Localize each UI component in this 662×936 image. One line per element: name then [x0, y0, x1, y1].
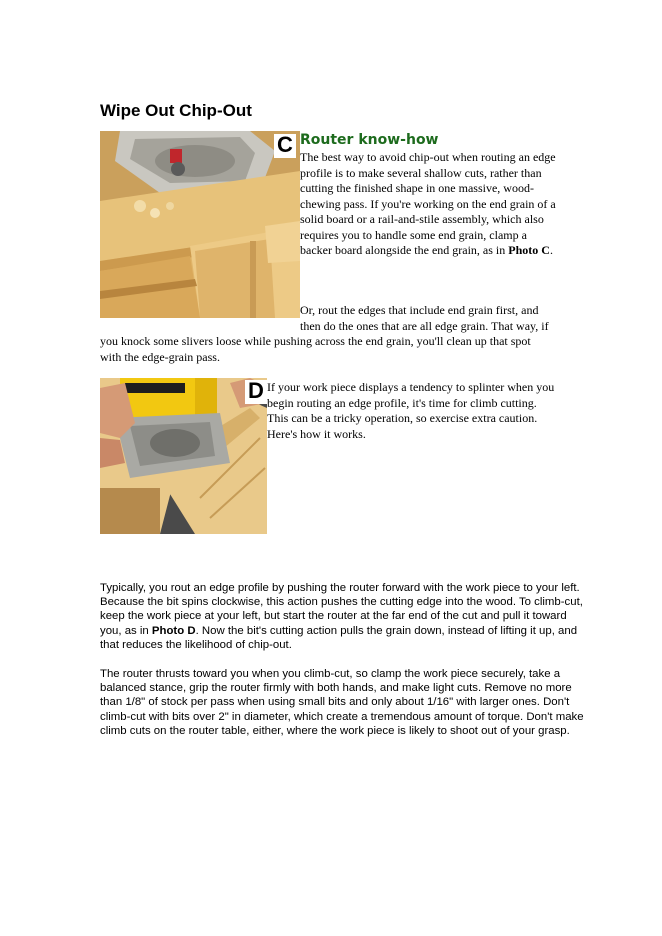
body-paragraph-1 [100, 581, 590, 652]
text-line: profile is to make several shallow cuts, rather than [300, 165, 542, 180]
text-span: . [549, 243, 553, 257]
text-line: cutting the finished shape in one massive, wood- [300, 181, 534, 195]
text-line: If your work piece displays a tendency to splinter when you [267, 380, 555, 394]
text-line: you knock some slivers loose while pushing across the end grain, you'll clean up that spot [100, 334, 531, 348]
text-line: Or, rout the edges that include end grain first, and [300, 303, 539, 317]
text-line: Here's how it works. [267, 426, 366, 441]
text-line: solid board or a rail-and-stile assembly, which also [300, 212, 544, 226]
photo-d [100, 378, 267, 534]
text-line: chewing pass. If you're working on the end grain of a [300, 196, 556, 211]
section-heading: Router know-how [300, 132, 439, 148]
text-span: . Now the bit's cutting action pulls the grain down, instead of lifting it up, and that reduces the likelihood of chip-out. [100, 624, 578, 651]
text-line: begin routing an edge profile, it's time for climb cutting. [267, 395, 537, 410]
router-bit-photo-icon [100, 131, 300, 318]
body-paragraph-2: The router thrusts toward you when you climb-cut, so clamp the work piece securely, take a balanced stance, grip the router firmly with both hands, and make light cuts. Remove no more than 1/8" of stock per pass when using small bits and only about 1/16" with larger ones. Don't climb-cut with bits over 2" in diameter, which create a tremendous amount of torque. Don't make climb cuts on the router table, either, where the work piece is likely to shoot out of your grasp. [100, 668, 584, 737]
photo-c-letter: C [274, 134, 296, 158]
photo-d-letter: D [245, 380, 267, 404]
photo-c [100, 131, 300, 318]
text-line: The best way to avoid chip-out when routing an edge [300, 150, 556, 164]
text-span: backer board alongside the end grain, as in [300, 243, 509, 257]
text-line: This can be a tricky operation, so exercise extra caution. [267, 411, 538, 425]
text-span: Typically, you rout an edge profile by pushing the router forward with the work piece to your left. Because the bit spins clockwise, this action pushes the cutting edge into the wood. To climb-cut, keep the work piece at your left, but start the router at the far end of the cut and pull it toward you, as in [100, 582, 583, 637]
photo-c-reference: Photo C [508, 243, 550, 257]
photo-d-reference: Photo D [151, 624, 196, 637]
text-line: then do the ones that are all edge grain. That way, if [300, 318, 549, 333]
climb-cut-router-photo-icon [100, 378, 267, 534]
text-line: with the edge-grain pass. [100, 349, 220, 364]
text-line [300, 243, 553, 259]
article-title: Wipe Out Chip-Out [100, 101, 252, 120]
text-line: requires you to handle some end grain, clamp a [300, 227, 527, 242]
